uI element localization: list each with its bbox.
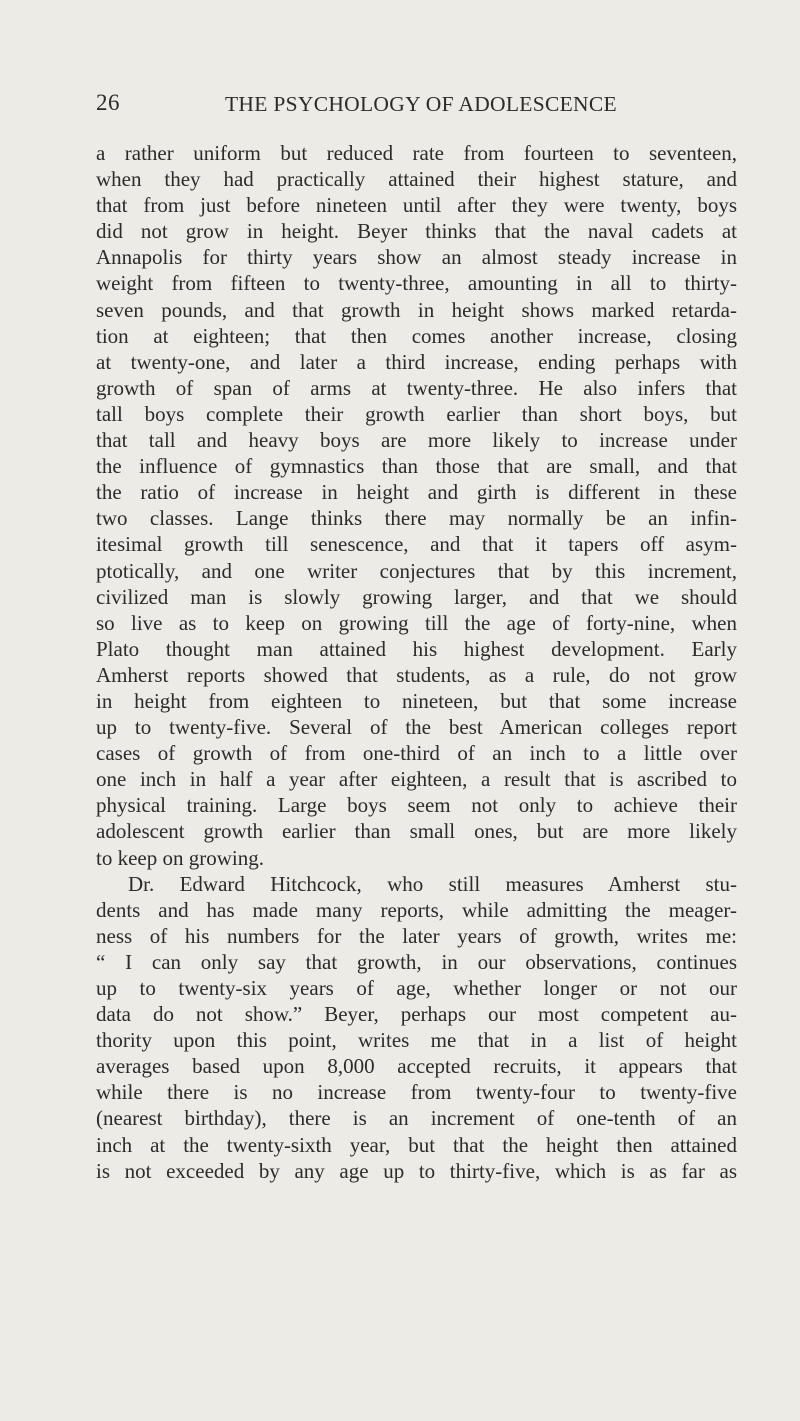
text-line: Amherst reports showed that students, as a rule, do not grow: [96, 662, 737, 687]
text-line: inch at the twenty-sixth year, but that the height then attained: [96, 1132, 737, 1157]
text-line: the ratio of increase in height and girth is different in these: [96, 480, 737, 505]
text-line: while there is no increase from twenty-four to twenty-five: [96, 1080, 737, 1105]
running-title: THE PSYCHOLOGY OF ADOLESCENCE: [225, 92, 617, 116]
page-number: 26: [96, 90, 120, 115]
text-line: dents and has made many reports, while admitting the meager-: [96, 897, 737, 922]
text-line: one inch in half a year after eighteen, a result that is ascribed to: [96, 767, 737, 792]
text-line: civilized man is slowly growing larger, and that we should: [96, 584, 737, 609]
text-line: ptotically, and one writer conjectures that by this increment,: [96, 558, 737, 583]
body-text: [96, 140, 737, 1184]
text-line: thority upon this point, writes me that in a list of height: [96, 1028, 737, 1053]
text-line: so live as to keep on growing till the age of forty-nine, when: [96, 610, 737, 635]
text-line: a rather uniform but reduced rate from fourteen to seventeen,: [96, 141, 737, 165]
text-line: adolescent growth earlier than small ones, but are more likely: [96, 819, 737, 844]
text-line: Annapolis for thirty years show an almost steady increase in: [96, 245, 737, 270]
text-line: two classes. Lange thinks there may normally be an infin-: [96, 506, 737, 531]
text-line: at twenty-one, and later a third increase, ending perhaps with: [96, 349, 737, 374]
text-line: that from just before nineteen until after they were twenty, boys: [96, 193, 737, 218]
page-header: [0, 88, 800, 118]
text-line: up to twenty-five. Several of the best American colleges report: [96, 715, 737, 740]
text-line: ness of his numbers for the later years of growth, writes me:: [96, 923, 737, 948]
text-line: tion at eighteen; that then comes another increase, closing: [96, 323, 737, 348]
text-line: did not grow in height. Beyer thinks that the naval cadets at: [96, 219, 737, 244]
paragraph-first-line: Dr. Edward Hitchcock, who still measures Amherst stu-: [128, 871, 737, 896]
text-line: Plato thought man attained his highest development. Early: [96, 636, 737, 661]
paragraph-end-line: to keep on growing.: [96, 845, 264, 870]
text-line: seven pounds, and that growth in height shows marked retarda-: [96, 297, 737, 322]
text-line: (nearest birthday), there is an increment of one-tenth of an: [96, 1106, 737, 1131]
text-line: averages based upon 8,000 accepted recruits, it appears that: [96, 1054, 737, 1079]
text-line: that tall and heavy boys are more likely to increase under: [96, 428, 737, 453]
text-line: weight from fifteen to twenty-three, amounting in all to thirty-: [96, 271, 737, 296]
text-line: data do not show.” Beyer, perhaps our most competent au-: [96, 1002, 737, 1027]
text-line: “ I can only say that growth, in our observations, continues: [96, 949, 737, 974]
text-line: in height from eighteen to nineteen, but that some increase: [96, 688, 737, 713]
text-line: up to twenty-six years of age, whether longer or not our: [96, 976, 737, 1000]
text-line: when they had practically attained their highest stature, and: [96, 167, 737, 192]
text-line: growth of span of arms at twenty-three. He also infers that: [96, 375, 737, 400]
text-line: cases of growth of from one-third of an inch to a little over: [96, 741, 737, 766]
text-line: is not exceeded by any age up to thirty-five, which is as far as: [96, 1158, 737, 1183]
text-line: itesimal growth till senescence, and that it tapers off asym-: [96, 532, 737, 557]
text-line: physical training. Large boys seem not only to achieve their: [96, 793, 737, 818]
text-line: tall boys complete their growth earlier than short boys, but: [96, 401, 737, 426]
text-line: the influence of gymnastics than those that are small, and that: [96, 454, 737, 479]
